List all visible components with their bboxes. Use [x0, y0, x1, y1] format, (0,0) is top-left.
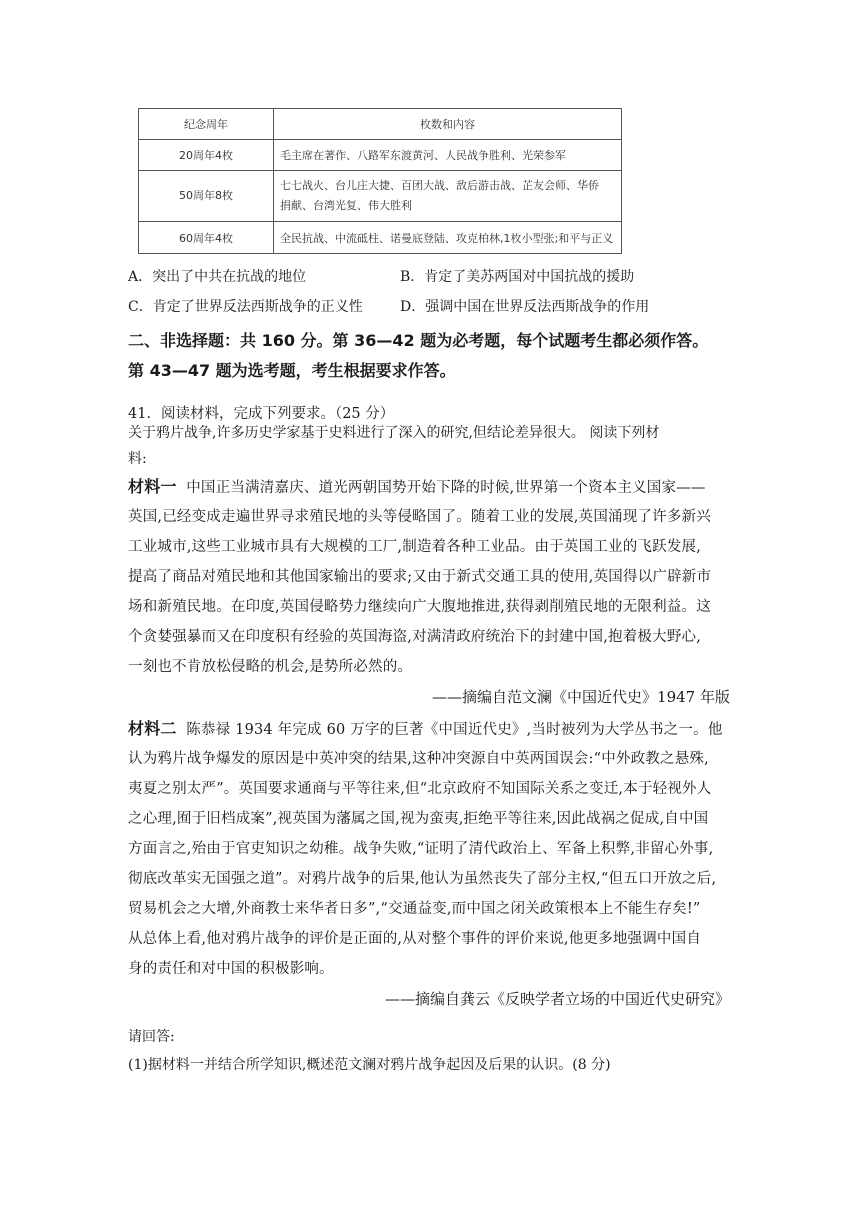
answer-prompt: 请回答:	[128, 1029, 175, 1045]
material-line	[128, 472, 730, 502]
material-line: 认为鸦片战争爆发的原因是中英冲突的结果,这种冲突源自中英两国误会:“中外政教之悬殊,	[128, 751, 709, 767]
table-cell-content	[274, 171, 622, 222]
material-line: 提高了商品对殖民地和其他国家输出的要求;又由于新式交通工具的使用,英国得以广辟新市	[128, 569, 712, 585]
sub-question: (1)据材料一并结合所学知识,概述范文澜对鸦片战争起因及后果的认识。(8 分)	[128, 1057, 611, 1073]
question-title: 41．阅读材料，完成下列要求。（25 分）	[128, 406, 395, 422]
material-line: 从总体上看,他对鸦片战争的评价是正面的,从对整个事件的评价来说,他更多地强调中国自	[128, 931, 702, 947]
material-line: 夷夏之别太严”。英国要求通商与平等往来,但“北京政府不知国际关系之变迁,本于轻视外人	[128, 781, 712, 797]
cell-line: 全民抗战、中流砥柱、诺曼底登陆、攻克柏林,1枚小型张;和平与正义	[280, 231, 614, 245]
material-source: ——摘编自范文澜《中国近代史》1947 年版	[432, 688, 730, 706]
material-line: 工业城市,这些工业城市具有大规模的工厂,制造着各种工业品。由于英国工业的飞跃发展,	[128, 539, 702, 555]
table-header: 纪念周年	[139, 109, 274, 140]
table-cell-content	[274, 140, 622, 171]
material-line: 之心理,囿于旧档成案”,视英国为藩属之国,视为蛮夷,拒绝平等往来,因此战祸之促成,自中国	[128, 811, 709, 827]
section-heading: 第 43—47 题为选考题，考生根据要求作答。	[128, 361, 456, 380]
material-one	[128, 472, 730, 682]
option-d: D．强调中国在世界反法西斯战争的作用	[400, 299, 650, 315]
material-line: 英国,已经变成走遍世界寻求殖民地的头等侵略国了。随着工业的发展,英国涌现了许多新兴	[128, 509, 711, 525]
cell-line: 七七战火、台儿庄大捷、百团大战、敌后游击战、芷友会师、华侨	[280, 179, 599, 192]
table-row	[139, 140, 622, 171]
material-line: 一刻也不肯放松侵略的机会,是势所必然的。	[128, 659, 413, 675]
material-line: 彻底改革实无国强之道”。对鸦片战争的后果,他认为虽然丧失了部分主权,“但五口开放之后,	[128, 871, 717, 887]
table-cell-content	[274, 222, 622, 254]
table-cell-year: 60周年4枚	[139, 222, 274, 254]
table-row	[139, 171, 622, 222]
option-a: A．突出了中共在抗战的地位	[128, 269, 307, 285]
table-cell-year: 20周年4枚	[139, 140, 274, 171]
material-line: 场和新殖民地。在印度,英国侵略势力继续向广大腹地推进,获得剥削殖民地的无限利益。这	[128, 599, 711, 615]
cell-line: 毛主席在著作、八路军东渡黄河、人民战争胜利、光荣参军	[280, 149, 566, 162]
material-label: 材料二	[128, 719, 177, 738]
material-two	[128, 714, 730, 984]
section-heading: 二、非选择题：共 160 分。第 36—42 题为必考题，每个试题考生都必须作答。	[128, 331, 709, 350]
material-line: 身的责任和对中国的积极影响。	[128, 961, 334, 977]
material-source: ——摘编自龚云《反映学者立场的中国近代史研究》	[384, 990, 730, 1008]
material-line: 方面言之,殆由于官吏知识之幼稚。战争失败,“证明了清代政治上、军备上积弊,非留心外事,	[128, 841, 714, 857]
table-cell-year: 50周年8枚	[139, 171, 274, 222]
table-row	[139, 222, 622, 254]
stamp-table	[138, 108, 622, 254]
material-line	[128, 714, 730, 744]
option-c: C．肯定了世界反法西斯战争的正义性	[128, 299, 363, 315]
material-line: 个贪婪强暴而又在印度积有经验的英国海盗,对满清政府统治下的封建中国,抱着极大野心,	[128, 629, 702, 645]
material-text: 陈恭禄 1934 年完成 60 万字的巨著《中国近代史》,当时被列为大学丛书之一。他	[186, 722, 723, 738]
material-label: 材料一	[128, 477, 177, 496]
table-header-row	[139, 109, 622, 140]
question-intro: 关于鸦片战争,许多历史学家基于史料进行了深入的研究,但结论差异很大。 阅读下列材	[128, 425, 660, 441]
question-intro: 料:	[128, 451, 147, 467]
table-header: 枚数和内容	[274, 109, 622, 140]
cell-line: 捐献、台湾光复、伟大胜利	[280, 199, 412, 212]
option-b: B．肯定了美苏两国对中国抗战的援助	[400, 269, 635, 285]
material-line: 贸易机会之大增,外商教士来华者日多”,“交通益变,而中国之闭关政策根本上不能生存矣!”	[128, 901, 701, 917]
material-text: 中国正当满清嘉庆、道光两朝国势开始下降的时候,世界第一个资本主义国家——	[186, 480, 706, 496]
